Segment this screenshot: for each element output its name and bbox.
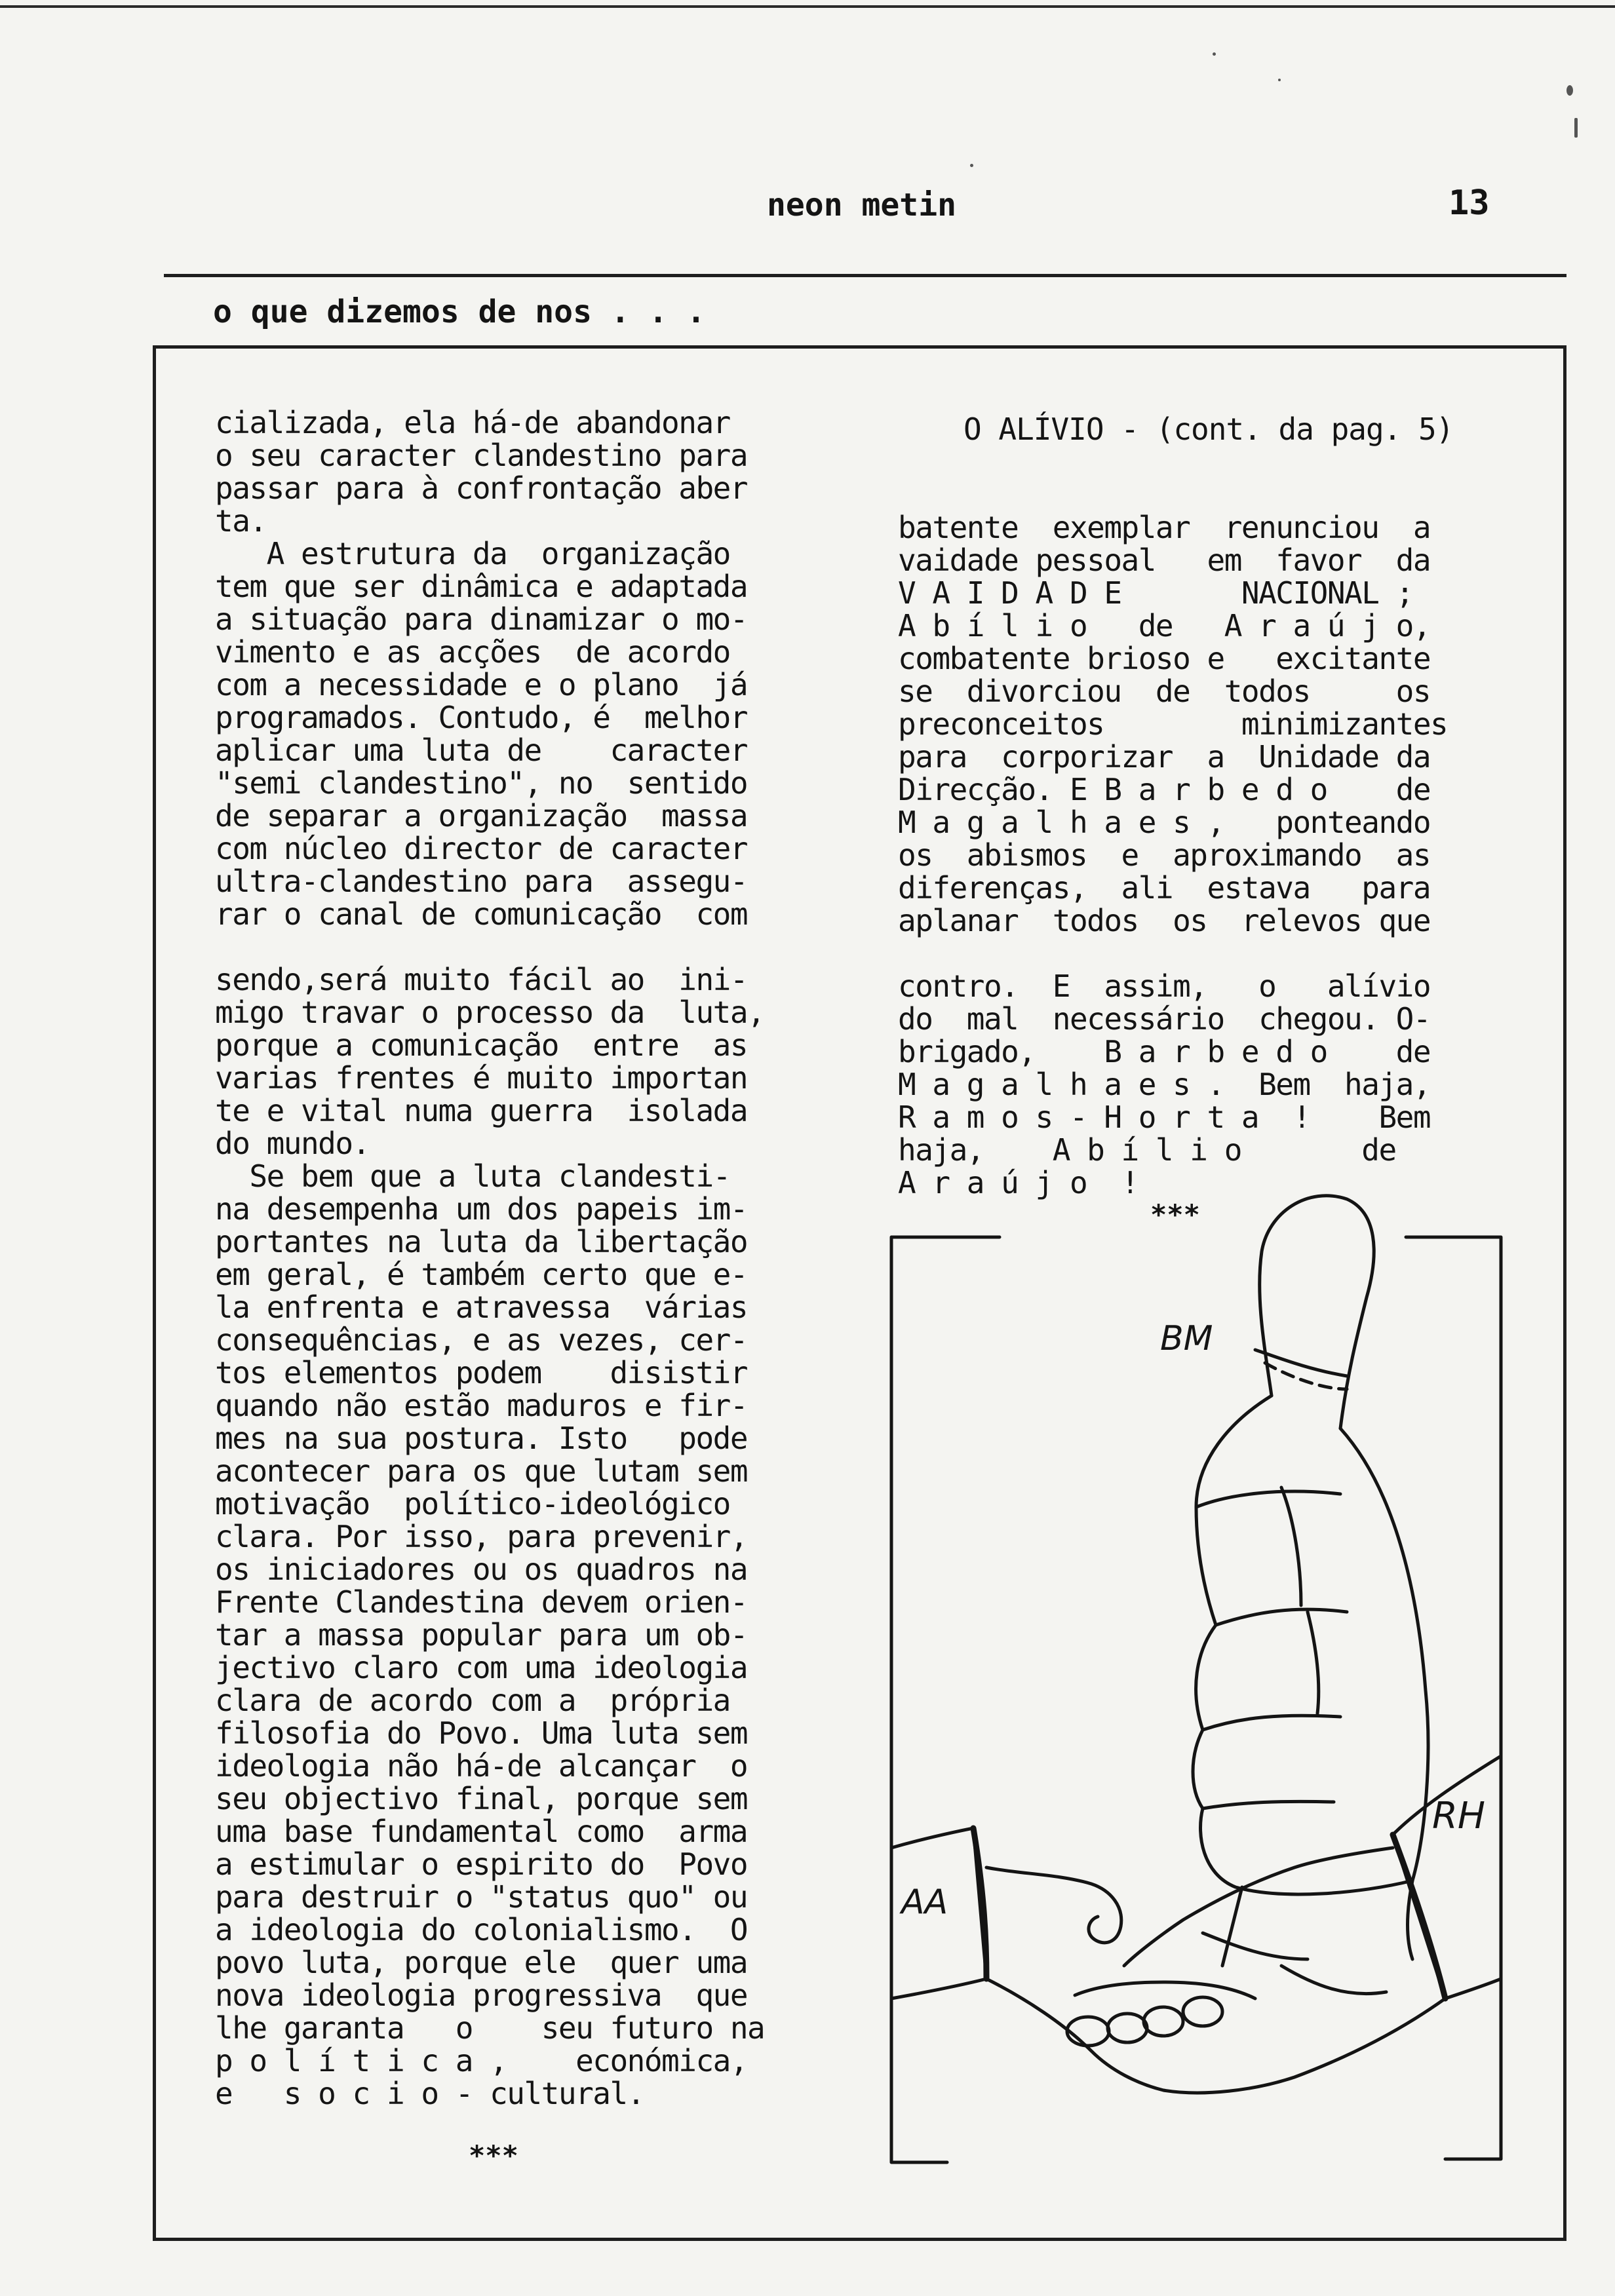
section-title: o que dizemos de nos . . . — [213, 294, 706, 330]
text-line: aplanar todos os relevos que — [898, 903, 1431, 938]
text-line: a situação para dinamizar o mo- — [215, 602, 748, 637]
text-line: ideologia não há-de alcançar o — [215, 1748, 748, 1784]
text-line: rar o canal de comunicação com — [215, 896, 748, 932]
scan-speck — [1566, 85, 1573, 96]
text-line: cializada, ela há-de abandonar — [215, 405, 730, 440]
text-line: em geral, é também certo que e- — [215, 1257, 748, 1292]
label-aa: AA — [901, 1883, 948, 1922]
text-line: tar a massa popular para um ob- — [215, 1617, 748, 1653]
scan-speck — [1278, 79, 1281, 81]
text-line: os iniciadores ou os quadros na — [215, 1552, 748, 1587]
text-line: A b í l i o de A r a ú j o, — [898, 608, 1431, 643]
text-line: lhe garanta o seu futuro na — [215, 2010, 765, 2046]
text-line: tem que ser dinâmica e adaptada — [215, 569, 748, 604]
text-line: preconceitos minimizantes — [898, 706, 1448, 742]
text-line: "semi clandestino", no sentido — [215, 765, 748, 801]
publication-title: neon metin — [767, 187, 956, 223]
text-line: clara. Por isso, para prevenir, — [215, 1519, 748, 1554]
text-line: A estrutura da organização — [215, 536, 730, 571]
label-bm: BM — [1160, 1319, 1213, 1358]
right-article-heading: O ALÍVIO - (cont. da pag. 5) — [963, 411, 1454, 447]
text-line: Se bem que a luta clandesti- — [215, 1158, 730, 1194]
text-line: mes na sua postura. Isto pode — [215, 1421, 748, 1456]
text-line: sendo,será muito fácil ao ini- — [215, 962, 748, 997]
text-line: do mundo. — [215, 1126, 370, 1161]
scan-speck — [1574, 118, 1578, 138]
handshake-illustration — [888, 1179, 1517, 2175]
fist-outline — [1193, 1396, 1428, 1894]
text-line: brigado, B a r b e d o de — [898, 1034, 1431, 1069]
text-line: para corporizar a Unidade da — [898, 739, 1431, 775]
text-line: programados. Contudo, é melhor — [215, 700, 748, 735]
text-line: uma base fundamental como arma — [215, 1814, 748, 1849]
text-line: haja, A b í l i o de — [898, 1132, 1396, 1168]
page-number: 13 — [1449, 183, 1490, 223]
text-line: motivação político-ideológico — [215, 1486, 730, 1521]
text-line: acontecer para os que lutam sem — [215, 1453, 748, 1489]
illustration-bracket-left — [891, 1237, 1000, 2162]
text-line: na desempenha um dos papeis im- — [215, 1191, 748, 1227]
text-line: M a g a l h a e s . Bem haja, — [898, 1067, 1431, 1102]
illustration-end-mark: *** — [1150, 1198, 1200, 1231]
text-line: os abismos e aproximando as — [898, 837, 1431, 873]
text-line: porque a comunicação entre as — [215, 1027, 748, 1063]
text-line: vaidade pessoal em favor da — [898, 543, 1431, 578]
scan-speck — [1213, 52, 1216, 56]
text-line: a ideologia do colonialismo. O — [215, 1912, 748, 1947]
text-line: p o l í t i c a , económica, — [215, 2043, 748, 2078]
text-line: quando não estão maduros e fir- — [215, 1388, 748, 1423]
text-line: ta. — [215, 503, 267, 539]
text-line: M a g a l h a e s , ponteando — [898, 805, 1431, 840]
text-line: tos elementos podem disistir — [215, 1355, 748, 1390]
text-line: povo luta, porque ele quer uma — [215, 1945, 748, 1980]
page-top-edge-rule — [0, 5, 1615, 8]
text-line: vimento e as acções de acordo — [215, 634, 730, 670]
text-line: jectivo claro com uma ideologia — [215, 1650, 748, 1685]
text-line — [898, 937, 1527, 970]
left-article-column — [215, 406, 838, 2110]
text-line: a estimular o espirito do Povo — [215, 1846, 748, 1882]
text-line: combatente brioso e excitante — [898, 641, 1431, 676]
text-line: A r a ú j o ! — [898, 1165, 1138, 1200]
text-line: o seu caracter clandestino para — [215, 438, 748, 473]
header-divider — [164, 274, 1566, 277]
text-line: seu objectivo final, porque sem — [215, 1781, 748, 1816]
left-column-end-mark: *** — [469, 2139, 518, 2172]
text-line: consequências, e as vezes, cer- — [215, 1322, 748, 1358]
text-line: te e vital numa guerra isolada — [215, 1093, 748, 1128]
text-line: Frente Clandestina devem orien- — [215, 1584, 748, 1620]
text-line: do mal necessário chegou. O- — [898, 1001, 1431, 1037]
text-line: filosofia do Povo. Uma luta sem — [215, 1715, 748, 1751]
text-line: R a m o s - H o r t a ! Bem — [898, 1100, 1431, 1135]
text-line: V A I D A D E NACIONAL ; — [898, 575, 1413, 611]
text-line — [215, 930, 838, 963]
text-line: nova ideologia progressiva que — [215, 1978, 748, 2013]
text-line: com a necessidade e o plano já — [215, 667, 748, 702]
right-article-column — [898, 511, 1527, 1199]
thumb-outline — [1260, 1196, 1374, 1428]
text-line: se divorciou de todos os — [898, 674, 1431, 709]
text-line: clara de acordo com a própria — [215, 1683, 730, 1718]
illustration-bracket-right — [1406, 1237, 1501, 2159]
text-line: portantes na luta da libertação — [215, 1224, 748, 1259]
scan-speck — [970, 164, 973, 167]
text-line: diferenças, ali estava para — [898, 870, 1431, 906]
text-line: passar para à confrontação aber — [215, 470, 748, 506]
text-line: la enfrenta e atravessa várias — [215, 1290, 748, 1325]
text-line: batente exemplar renunciou a — [898, 510, 1431, 545]
text-line: varias frentes é muito importan — [215, 1060, 748, 1096]
text-line: de separar a organização massa — [215, 798, 748, 833]
text-line: para destruir o "status quo" ou — [215, 1879, 748, 1915]
text-line: com núcleo director de caracter — [215, 831, 748, 866]
text-line: ultra-clandestino para assegu- — [215, 864, 748, 899]
clasped-hands — [986, 1867, 1121, 1943]
text-line: e s o c i o - cultural. — [215, 2076, 644, 2111]
label-rh: RH — [1432, 1795, 1486, 1837]
text-line: aplicar uma luta de caracter — [215, 733, 748, 768]
text-line: migo travar o processo da luta, — [215, 995, 765, 1030]
text-line: contro. E assim, o alívio — [898, 968, 1431, 1004]
text-line: Direcção. E B a r b e d o de — [898, 772, 1431, 807]
